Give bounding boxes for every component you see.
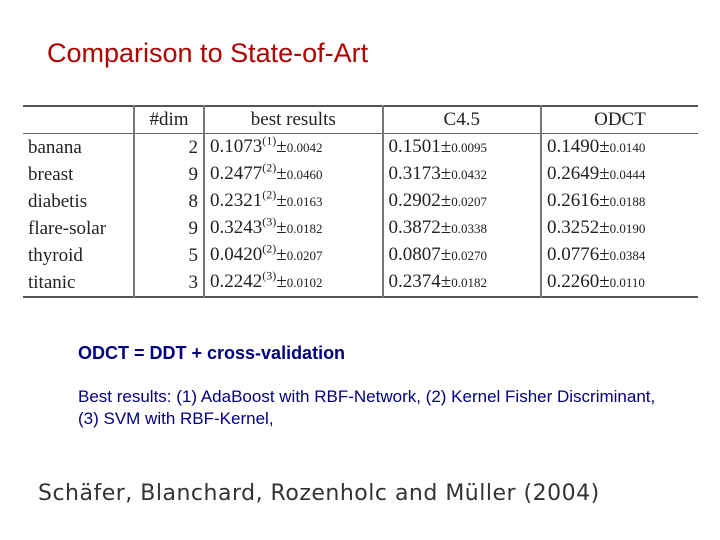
plus-minus-sign: ±: [599, 217, 610, 238]
odct-cell-value: 0.3252: [546, 217, 600, 238]
best-result-cell-error: 0.0102: [286, 275, 323, 290]
c45-cell: [383, 242, 541, 269]
best-result-cell-reference: (1): [262, 133, 277, 148]
plus-minus-sign: ±: [599, 136, 610, 157]
best-result-cell-reference: (2): [262, 187, 277, 202]
dataset-name: thyroid: [28, 244, 83, 266]
odct-cell-value: 0.2616: [546, 190, 600, 211]
dataset-dim: 3: [134, 269, 204, 297]
c45-cell: [383, 134, 541, 162]
c45-cell: [383, 215, 541, 242]
best-result-cell-value: 0.0420: [210, 244, 263, 265]
c45-cell-error: 0.0432: [451, 167, 487, 182]
best-result-cell: [204, 188, 383, 215]
best-result-cell-error: 0.0207: [286, 248, 323, 263]
best-results-note: Best results: (1) AdaBoost with RBF-Network, (2) Kernel Fisher Discriminant, (3) SVM with RBF-Kernel,: [78, 387, 656, 428]
header-dataset: [23, 106, 134, 134]
odct-cell-value: 0.0776: [546, 244, 600, 265]
plus-minus-sign: ±: [599, 244, 610, 265]
odct-cell-error: 0.0444: [609, 167, 646, 182]
odct-cell-error: 0.0190: [609, 221, 646, 236]
header-best-results: best results: [204, 106, 383, 134]
plus-minus-sign: ±: [599, 271, 610, 292]
best-result-cell-reference: (3): [262, 214, 277, 229]
table-row: [23, 269, 698, 297]
dataset-name: breast: [28, 163, 74, 185]
table-row: [23, 242, 698, 269]
c45-cell-value: 0.2374: [388, 271, 441, 292]
plus-minus-sign: ±: [440, 136, 452, 157]
odct-cell: [541, 242, 698, 269]
best-result-cell-reference: (2): [262, 160, 277, 175]
plus-minus-sign: ±: [440, 244, 452, 265]
dataset-name: titanic: [28, 271, 76, 293]
best-result-cell-value: 0.2242: [210, 271, 263, 292]
odct-cell-value: 0.2260: [546, 271, 600, 292]
dataset-name: banana: [28, 136, 82, 158]
c45-cell-value: 0.1501: [388, 136, 441, 157]
dataset-name: flare-solar: [28, 217, 107, 239]
dataset-dim: 9: [134, 215, 204, 242]
plus-minus-sign: ±: [276, 190, 287, 211]
c45-cell-value: 0.0807: [388, 244, 441, 265]
plus-minus-sign: ±: [276, 136, 287, 157]
plus-minus-sign: ±: [440, 163, 452, 184]
dataset-dim: 9: [134, 161, 204, 188]
best-result-cell: [204, 215, 383, 242]
best-result-cell-error: 0.0182: [286, 221, 323, 236]
header-c45: C4.5: [383, 106, 541, 134]
best-result-cell: [204, 242, 383, 269]
header-odct: ODCT: [541, 106, 698, 134]
odct-definition: ODCT = DDT + cross-validation: [78, 343, 346, 363]
c45-cell: [383, 188, 541, 215]
dataset-dim: 2: [134, 134, 204, 162]
c45-cell-value: 0.3872: [388, 217, 441, 238]
c45-cell-error: 0.0270: [451, 248, 487, 263]
c45-cell-error: 0.0338: [451, 221, 487, 236]
plus-minus-sign: ±: [276, 271, 287, 292]
c45-cell-value: 0.2902: [388, 190, 441, 211]
table-body: [23, 134, 698, 298]
best-result-cell-reference: (3): [262, 268, 277, 283]
plus-minus-sign: ±: [599, 190, 610, 211]
table-row: [23, 188, 698, 215]
odct-cell: [541, 161, 698, 188]
slide-title: Comparison to State-of-Art: [47, 38, 369, 68]
table-row: [23, 134, 698, 162]
odct-cell-value: 0.2649: [546, 163, 600, 184]
table-row: [23, 215, 698, 242]
plus-minus-sign: ±: [276, 217, 287, 238]
best-result-cell-value: 0.2477: [210, 163, 263, 184]
plus-minus-sign: ±: [599, 163, 610, 184]
odct-cell: [541, 215, 698, 242]
best-result-cell-value: 0.2321: [210, 190, 263, 211]
odct-cell-error: 0.0110: [609, 275, 645, 290]
best-result-cell-error: 0.0163: [286, 194, 323, 209]
best-result-cell: [204, 134, 383, 162]
plus-minus-sign: ±: [440, 271, 452, 292]
odct-cell: [541, 269, 698, 297]
odct-cell-error: 0.0140: [609, 140, 646, 155]
plus-minus-sign: ±: [440, 217, 452, 238]
best-result-cell-value: 0.3243: [210, 217, 263, 238]
best-result-cell-reference: (2): [262, 241, 277, 256]
c45-cell-error: 0.0207: [451, 194, 487, 209]
c45-cell-error: 0.0182: [451, 275, 487, 290]
best-result-cell-error: 0.0460: [286, 167, 323, 182]
c45-cell: [383, 269, 541, 297]
plus-minus-sign: ±: [440, 190, 452, 211]
odct-cell-error: 0.0188: [609, 194, 646, 209]
odct-cell-error: 0.0384: [609, 248, 646, 263]
results-table: [23, 105, 698, 298]
c45-cell-value: 0.3173: [388, 163, 441, 184]
odct-cell-value: 0.1490: [546, 136, 600, 157]
dataset-dim: 8: [134, 188, 204, 215]
header-dim: #dim: [134, 106, 204, 134]
plus-minus-sign: ±: [276, 163, 287, 184]
table-row: [23, 161, 698, 188]
best-result-cell-error: 0.0042: [286, 140, 323, 155]
best-result-cell: [204, 269, 383, 297]
citation: Schäfer, Blanchard, Rozenholc and Müller (2004): [38, 481, 600, 506]
plus-minus-sign: ±: [276, 244, 287, 265]
c45-cell-error: 0.0095: [451, 140, 487, 155]
dataset-name: diabetis: [28, 190, 88, 212]
odct-cell: [541, 188, 698, 215]
best-result-cell-value: 0.1073: [210, 136, 263, 157]
best-result-cell: [204, 161, 383, 188]
dataset-dim: 5: [134, 242, 204, 269]
c45-cell: [383, 161, 541, 188]
odct-cell: [541, 134, 698, 162]
table-header-row: [23, 106, 698, 134]
